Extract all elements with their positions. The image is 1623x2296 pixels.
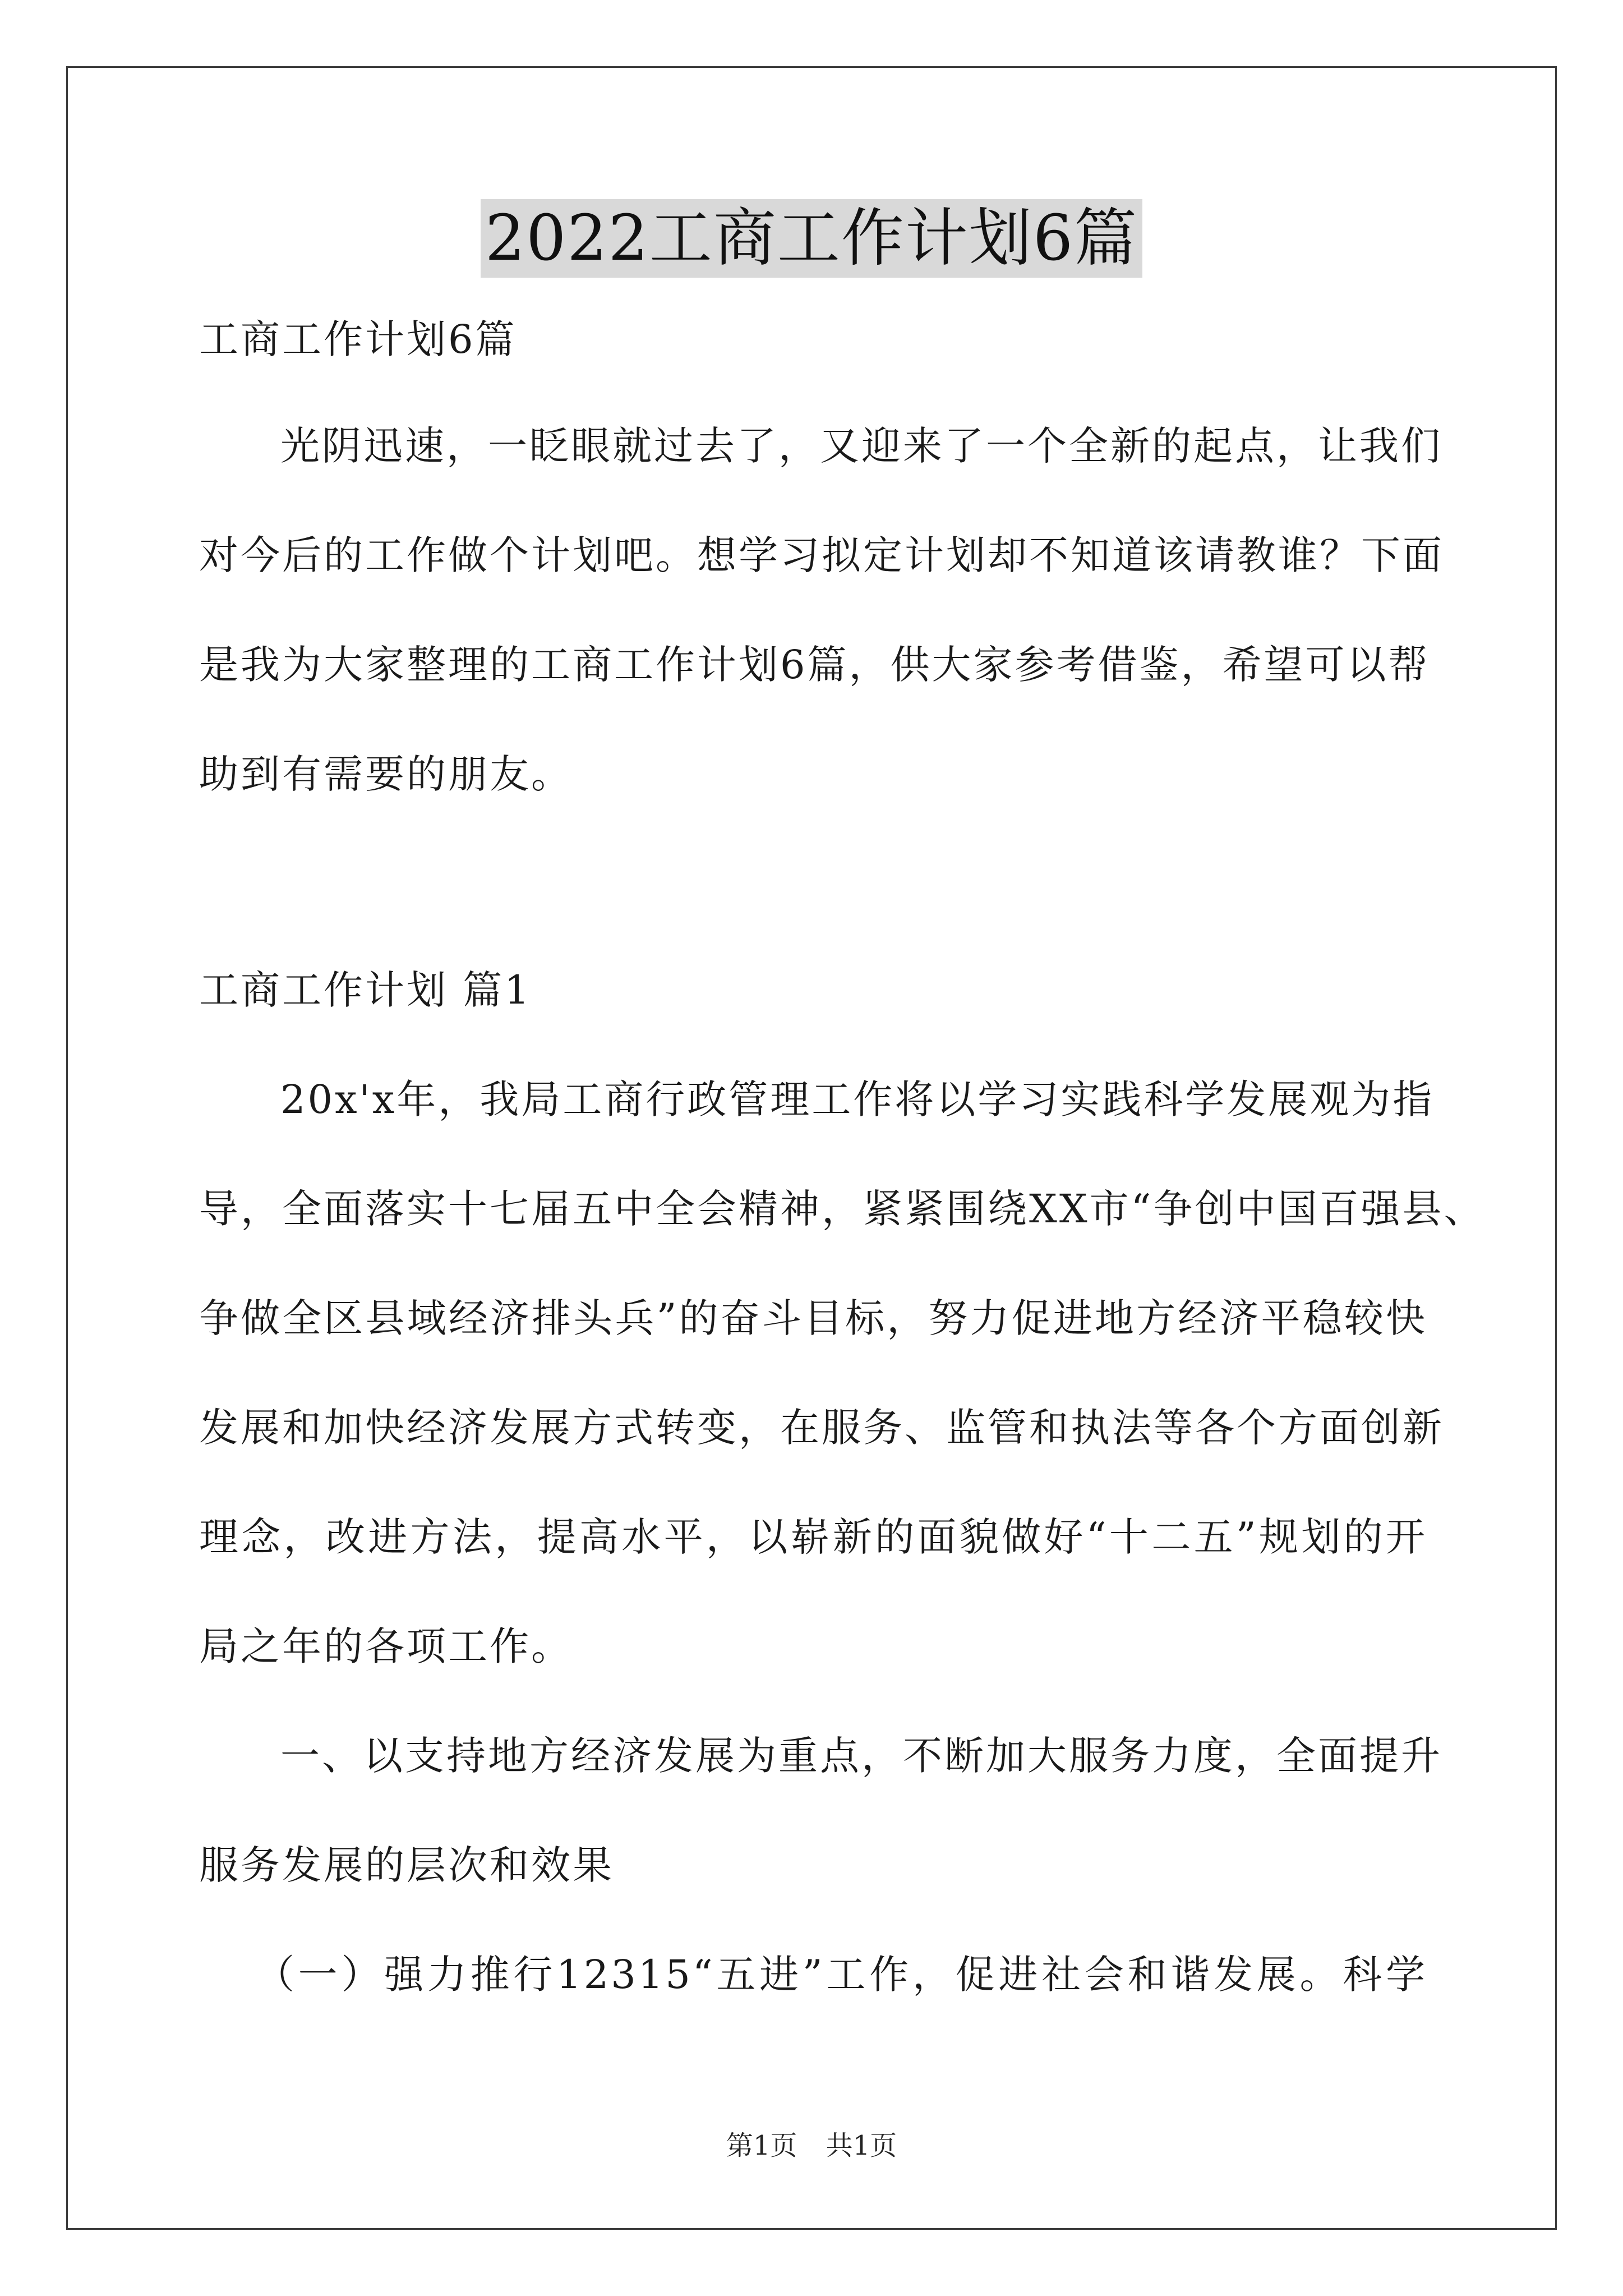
section-line-1: 20x'x年，我局工商行政管理工作将以学习实践科学发展观为指 [280, 1076, 1435, 1122]
section-line-4: 发展和加快经济发展方式转变，在服务、监管和执法等各个方面创新 [199, 1405, 1444, 1451]
point-one-sub-line: （一）强力推行12315“五进”工作，促进社会和谐发展。科学 [255, 1952, 1427, 1998]
document-subtitle: 工商工作计划6篇 [199, 316, 517, 362]
section-heading: 工商工作计划 篇1 [199, 967, 532, 1013]
point-one-line-1: 一、以支持地方经济发展为重点，不断加大服务力度，全面提升 [280, 1733, 1442, 1779]
section-line-6: 局之年的各项工作。 [199, 1623, 573, 1669]
page-current: 第1页 [726, 2130, 797, 2161]
page-footer [0, 2129, 1623, 2162]
section-line-2: 导，全面落实十七届五中全会精神，紧紧围绕XX市“争创中国百强县、 [199, 1186, 1486, 1232]
title-container [0, 199, 1623, 278]
intro-line-3: 是我为大家整理的工商工作计划6篇，供大家参考借鉴，希望可以帮 [199, 642, 1430, 688]
point-one-line-2: 服务发展的层次和效果 [199, 1842, 614, 1888]
page-total: 共1页 [826, 2130, 897, 2161]
page-border [66, 66, 1557, 2230]
section-line-3: 争做全区县域经济排头兵”的奋斗目标，努力促进地方经济平稳较快 [199, 1295, 1427, 1341]
intro-line-4: 助到有需要的朋友。 [199, 751, 573, 797]
intro-line-1: 光阴迅速，一眨眼就过去了，又迎来了一个全新的起点，让我们 [280, 423, 1442, 469]
document-title: 2022工商工作计划6篇 [481, 199, 1142, 278]
intro-line-2: 对今后的工作做个计划吧。想学习拟定计划却不知道该请教谁？下面 [199, 532, 1444, 578]
section-line-5: 理念，改进方法，提高水平，以崭新的面貌做好“十二五”规划的开 [199, 1514, 1427, 1560]
